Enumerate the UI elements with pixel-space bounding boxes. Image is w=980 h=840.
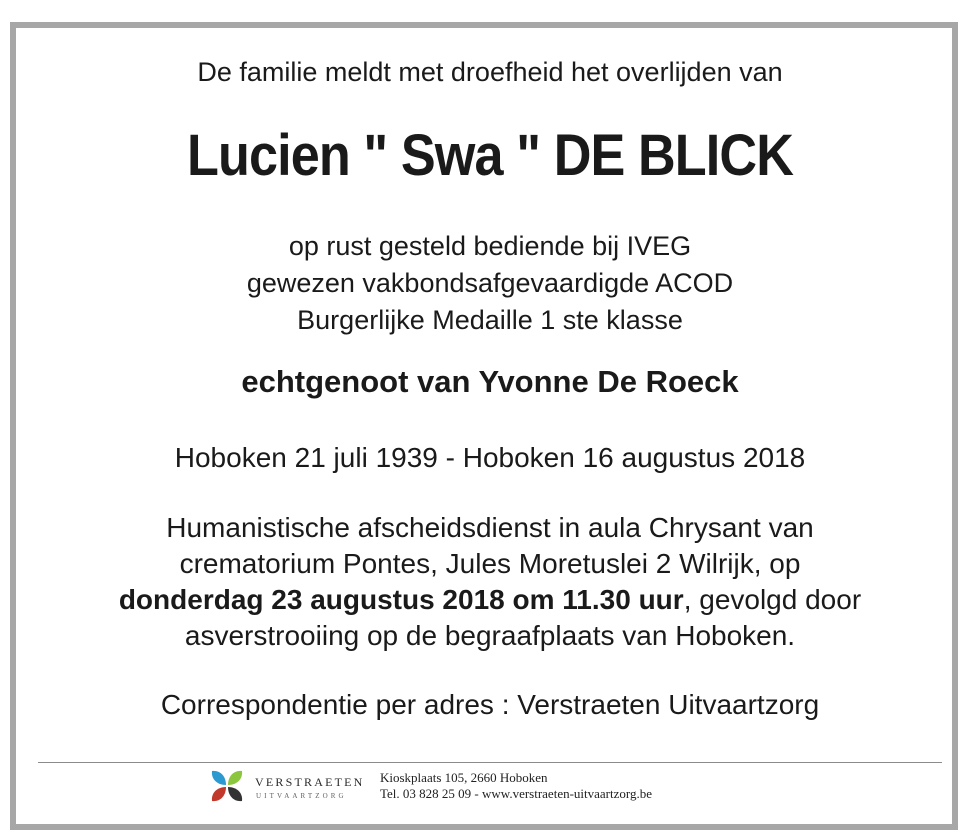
- description-line-2: gewezen vakbondsafgevaardigde ACOD: [246, 268, 734, 298]
- footer-contact: Tel. 03 828 25 09 - www.verstraeten-uitvaartzorg.be: [380, 786, 653, 801]
- footer-address: Kioskplaats 105, 2660 Hoboken: [380, 770, 548, 785]
- description-line-3: Burgerlijke Medaille 1 ste klasse: [297, 305, 683, 335]
- service-line-1: Humanistische afscheidsdienst in aula Chrysant van: [166, 512, 814, 543]
- service-date-time: donderdag 23 augustus 2018 om 11.30 uur: [118, 584, 684, 615]
- correspondence-line: Correspondentie per adres : Verstraeten Uitvaartzorg: [160, 689, 820, 720]
- birth-death-dates: Hoboken 21 juli 1939 - Hoboken 16 augustus 2018: [174, 442, 806, 473]
- brand-subtitle: UITVAARTZORG: [256, 792, 347, 800]
- footer-divider: [38, 762, 942, 763]
- service-line-2: crematorium Pontes, Jules Moretuslei 2 Wilrijk, op: [179, 548, 801, 579]
- spouse-line: echtgenoot van Yvonne De Roeck: [241, 364, 739, 399]
- verstraeten-leaf-logo-icon: [209, 768, 245, 804]
- brand-name: VERSTRAETEN: [255, 775, 365, 789]
- intro-text: De familie meldt met droefheid het overlijden van: [197, 57, 783, 87]
- service-line-4: asverstrooiing op de begraafplaats van Hoboken.: [184, 620, 796, 651]
- service-line-3: [0, 581, 980, 618]
- service-line-3-rest: , gevolgd door: [683, 584, 862, 615]
- description-line-1: op rust gesteld bediende bij IVEG: [288, 231, 692, 261]
- deceased-name: Lucien " Swa " DE BLICK: [187, 123, 793, 188]
